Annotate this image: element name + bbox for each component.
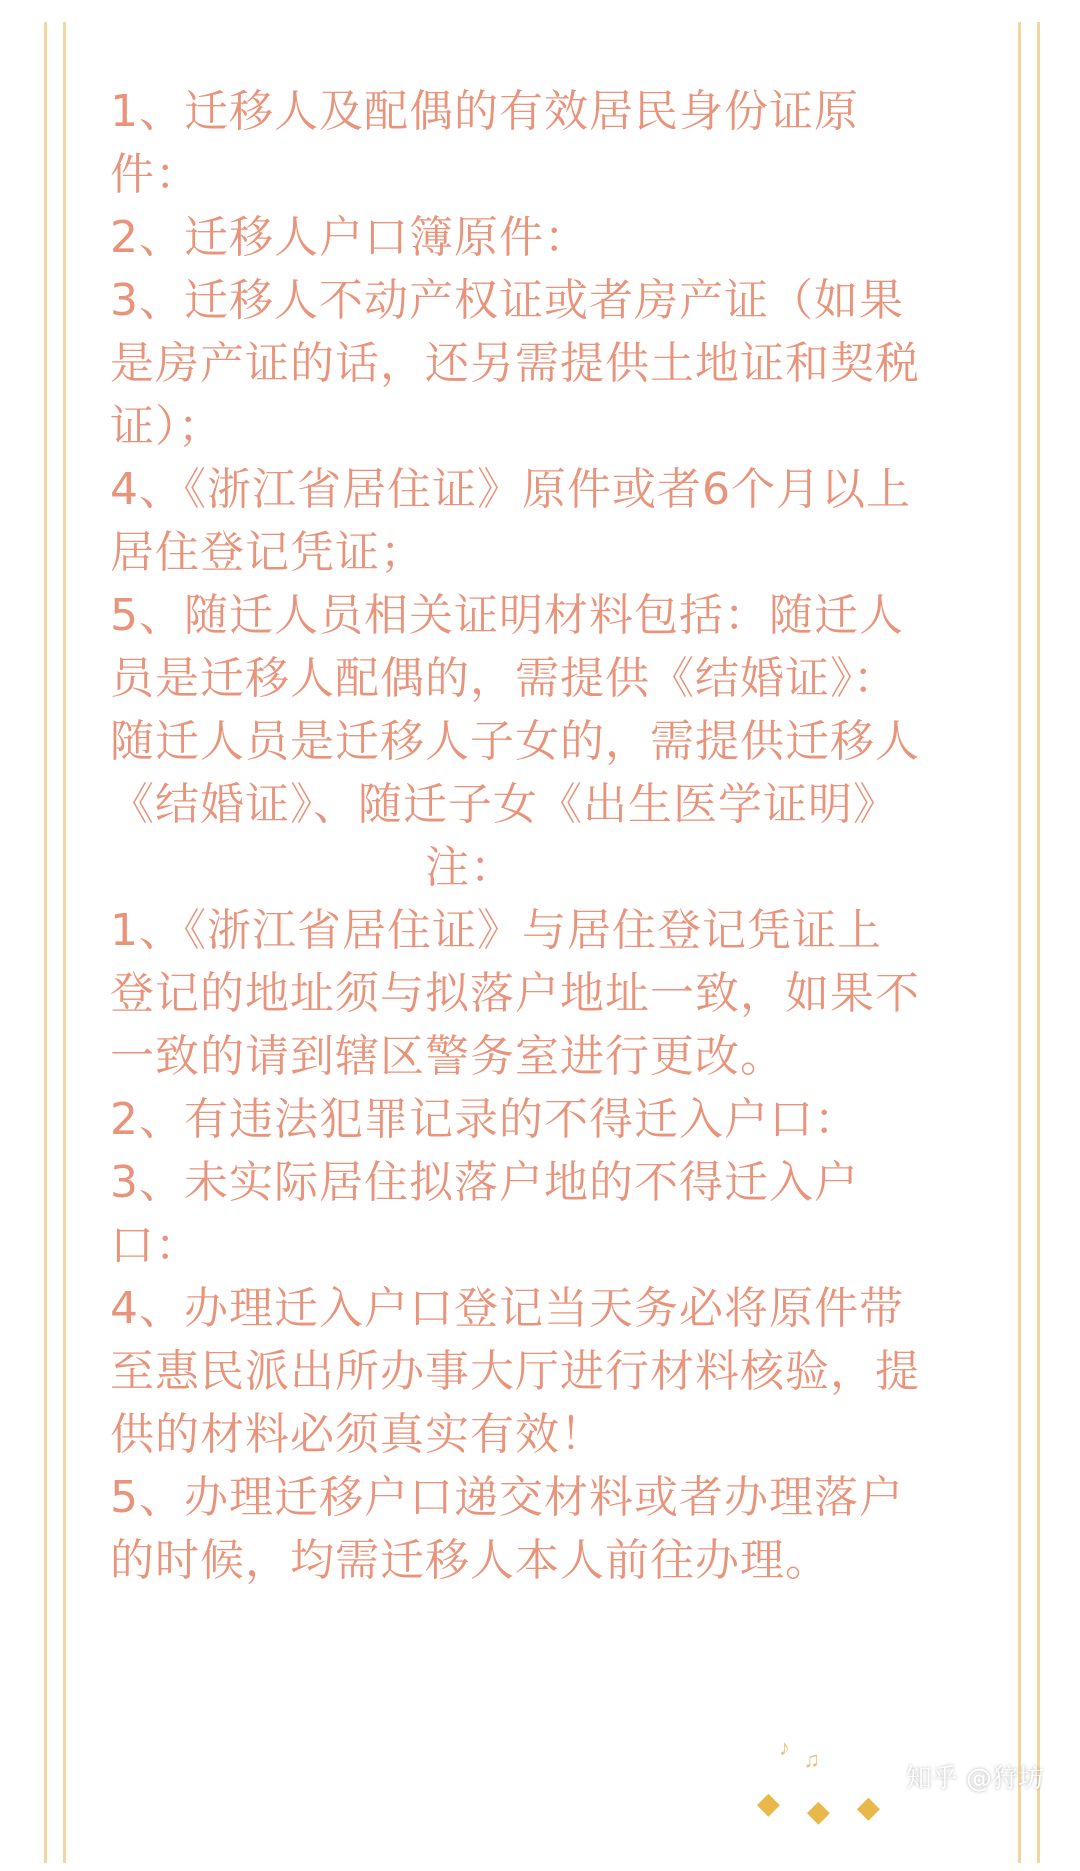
text-line: 供的材料必须真实有效！ — [110, 1409, 605, 1460]
text-line: 4、办理迁入户口登记当天务必将原件带 — [110, 1283, 904, 1334]
bird-icon: ◆ — [856, 1791, 880, 1824]
text-line: 1、《浙江省居住证》与居住登记凭证上 — [110, 905, 882, 956]
text-line: 一致的请到辖区警务室进行更改。 — [110, 1031, 785, 1082]
text-line: 随迁人员是迁移人子女的，需提供迁移人 — [110, 716, 920, 767]
text-line: 1、迁移人及配偶的有效居民身份证原 — [110, 86, 859, 137]
text-line: 3、未实际居住拟落户地的不得迁入户 — [110, 1157, 859, 1208]
requirements-text — [110, 80, 970, 1592]
text-line: 登记的地址须与拟落户地址一致，如果不 — [110, 968, 920, 1019]
text-line: 《结婚证》、随迁子女《出生医学证明》 — [110, 779, 898, 830]
text-line: 的时候，均需迁移人本人前往办理。 — [110, 1535, 830, 1586]
note-heading: 注： — [425, 842, 515, 893]
right-inner-border — [1018, 22, 1021, 1863]
text-line: 证）； — [110, 401, 223, 452]
left-inner-border — [63, 22, 66, 1863]
watermark-text: 知乎 @狩坊 — [905, 1764, 1044, 1794]
text-line: 是房产证的话，还另需提供土地证和契税 — [110, 338, 920, 389]
text-line: 2、迁移人户口簿原件： — [110, 212, 589, 263]
text-line: 口： — [110, 1220, 200, 1271]
text-line: 4、《浙江省居住证》原件或者6个月以上 — [110, 464, 911, 515]
bird-icon: ◆ — [756, 1787, 780, 1820]
music-note-icon: ♪ — [779, 1735, 790, 1760]
text-line: 至惠民派出所办事大厅进行材料核验，提 — [110, 1346, 920, 1397]
zhihu-watermark — [906, 1758, 1044, 1795]
text-line: 5、随迁人员相关证明材料包括：随迁人 — [110, 590, 904, 641]
text-line: 3、迁移人不动产权证或者房产证（如果 — [110, 275, 904, 326]
text-line: 件： — [110, 149, 200, 200]
text-line: 2、有违法犯罪记录的不得迁入户口： — [110, 1094, 859, 1145]
text-line: 居住登记凭证； — [110, 527, 425, 578]
text-line: 员是迁移人配偶的，需提供《结婚证》： — [110, 653, 898, 704]
right-outer-border — [1037, 22, 1040, 1863]
left-outer-border — [44, 22, 47, 1863]
music-note-icon: ♫ — [803, 1747, 820, 1772]
bird-icon: ◆ — [806, 1795, 830, 1828]
text-line: 5、办理迁移户口递交材料或者办理落户 — [110, 1472, 904, 1523]
